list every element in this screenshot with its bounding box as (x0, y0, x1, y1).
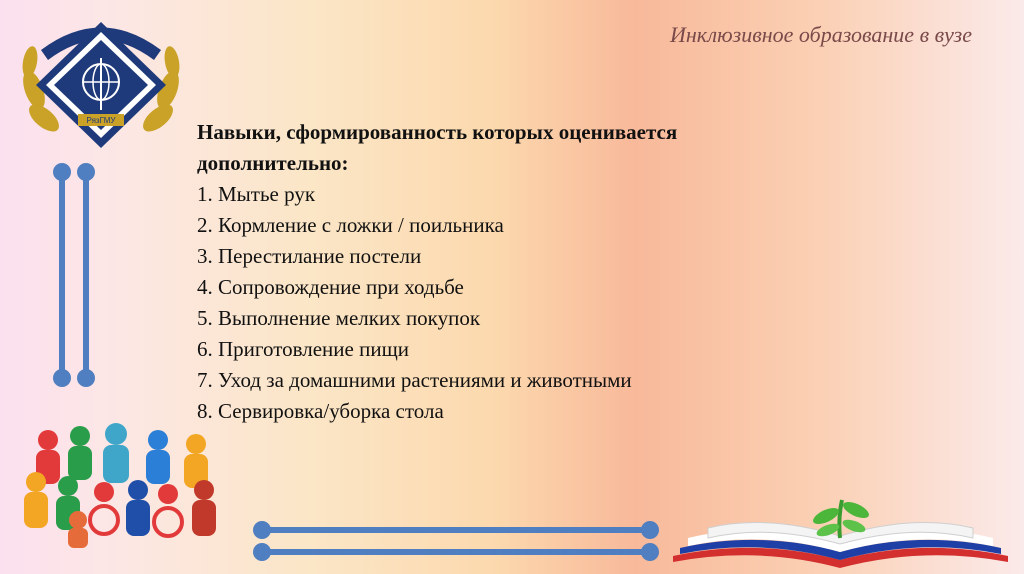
heading-line-1: Навыки, сформированность которых оценивается (197, 120, 678, 144)
list-item: 1. Мытье рук (197, 182, 316, 206)
open-book-sprout-icon (668, 498, 1013, 574)
skills-list-block (197, 117, 837, 427)
people-group-icon (18, 420, 238, 550)
list-heading (197, 117, 837, 179)
list-item: 4. Сопровождение при ходьбе (197, 275, 464, 299)
list-item: 2. Кормление с ложки / поильника (197, 213, 504, 237)
emblem-label: РязГМУ (86, 116, 116, 125)
vertical-rail-decoration (48, 160, 100, 392)
skills-list (197, 179, 837, 427)
list-item: 7. Уход за домашними растениями и животными (197, 368, 632, 392)
list-item: 8. Сервировка/уборка стола (197, 399, 444, 423)
university-emblem (16, 10, 186, 150)
list-item: 6. Приготовление пищи (197, 337, 409, 361)
heading-line-2: дополнительно: (197, 151, 349, 175)
list-item: 5. Выполнение мелких покупок (197, 306, 481, 330)
list-item: 3. Перестилание постели (197, 244, 422, 268)
slide-title: Инклюзивное образование в вузе (669, 22, 972, 47)
horizontal-rail-decoration (248, 520, 664, 564)
